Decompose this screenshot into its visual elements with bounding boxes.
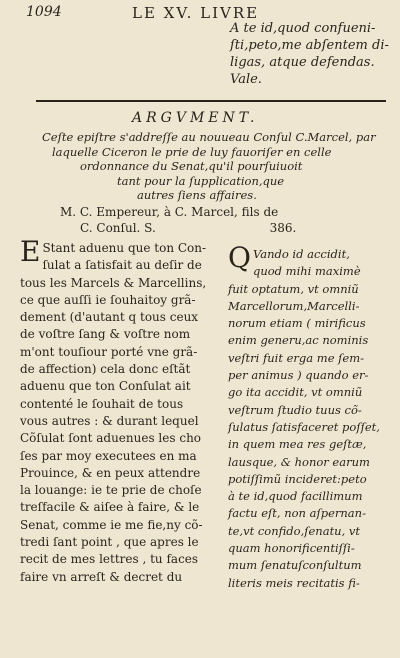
text-line: A te id,quod confueni- bbox=[230, 21, 376, 36]
text-line: quam honorificentiſſi- bbox=[228, 541, 355, 556]
text-line: mum ſenatuſconſultum bbox=[228, 558, 362, 573]
text-line: Marcellorum,Marcelli- bbox=[228, 298, 360, 313]
text-line: de affection) cela donc eſtãt bbox=[20, 362, 191, 377]
text-line: ſulat a ſatisfait au deſir de bbox=[42, 258, 202, 273]
text-line: Ceſte epiſtre s'addreſſe au nouueau Conſul C.Marcel, par bbox=[42, 130, 376, 144]
text-line: laquelle Ciceron le prie de luy fauoriſer en celle bbox=[52, 144, 332, 159]
text-line: tous les Marcels & Marcellins, bbox=[20, 275, 207, 290]
text-line: fuit optatum, vt omniũ bbox=[228, 281, 359, 296]
text-line: veſtrum ſtudio tuus cõ- bbox=[228, 402, 362, 417]
text-line: treſfacile & aiſee à faire, & le bbox=[20, 500, 200, 515]
latin-column bbox=[228, 241, 393, 592]
text-line: ſulatus ſatisfaceret poſſet, bbox=[228, 419, 380, 434]
salutation-line: M. C. Empereur, à C. Marcel, fils de bbox=[60, 205, 279, 219]
text-line: quod mihi maximè bbox=[252, 264, 361, 279]
section-number: 386. bbox=[269, 221, 297, 235]
text-line: contenté le ſouhait de tous bbox=[20, 396, 184, 411]
text-line: à te id,quod facillimum bbox=[228, 489, 363, 504]
running-title: LE XV. LIVRE bbox=[132, 4, 260, 22]
text-line: Prouince, & en peux attendre bbox=[20, 465, 201, 480]
text-line: ordonnance du Senat,qu'il pourſuiuoit bbox=[80, 159, 303, 173]
text-line: Cõſulat ſont aduenues les cho bbox=[20, 431, 202, 446]
text-line: potiſſimũ incideret:peto bbox=[228, 471, 367, 486]
text-line: Vale. bbox=[230, 72, 262, 87]
argument-title: ARGVMENT. bbox=[132, 110, 259, 126]
salutation-line-2 bbox=[60, 220, 380, 236]
salutation bbox=[60, 204, 380, 236]
text-line: la louange: ie te prie de choſe bbox=[20, 483, 202, 498]
text-line: per animus ) quando er- bbox=[228, 368, 369, 383]
argument-text bbox=[42, 130, 387, 203]
text-line: de voſtre ſang & voſtre nom bbox=[20, 327, 191, 342]
text-line: Senat, comme ie me fie,ny cõ- bbox=[20, 517, 203, 532]
french-column bbox=[20, 235, 225, 586]
text-line: aduenu que ton Conſulat ait bbox=[20, 379, 191, 394]
text-line: lausque, & honor earum bbox=[228, 454, 370, 469]
page-number: 1094 bbox=[26, 4, 62, 20]
text-line: tant pour la ſupplication,que bbox=[117, 173, 285, 188]
text-line: dement (d'autant q tous ceux bbox=[20, 310, 199, 325]
text-line: ſti,peto,me abſentem di- bbox=[230, 38, 389, 53]
horizontal-rule bbox=[36, 100, 386, 102]
text-line: norum etiam ( mirificus bbox=[228, 316, 366, 331]
closing-latin-text bbox=[230, 20, 390, 88]
text-line: ligas, atque defendas. bbox=[230, 55, 375, 70]
text-line: m'ont touſiour porté vne grã- bbox=[20, 344, 198, 359]
text-line: go ita accidit, vt omniũ bbox=[228, 385, 363, 400]
text-line: vous autres : & durant lequel bbox=[20, 413, 199, 428]
drop-cap: Q bbox=[228, 241, 251, 274]
text-line: faire vn arreſt & decret du bbox=[20, 569, 183, 584]
text-line: autres ſiens affaires. bbox=[137, 188, 257, 202]
text-line: literis meis recitatis fi- bbox=[228, 575, 360, 590]
text-line: recit de mes lettres , tu faces bbox=[20, 552, 199, 567]
text-line: te,vt confido,ſenatu, vt bbox=[228, 523, 361, 538]
text-line: tredi ſant point , que apres le bbox=[20, 535, 199, 550]
text-line: ce que auſſi ie ſouhaitoy grã- bbox=[20, 292, 196, 307]
text-line: ſes par moy executees en ma bbox=[20, 448, 197, 463]
text-line: enim generu,ac nominis bbox=[228, 333, 369, 348]
first-line-text: Vando id accidit, bbox=[252, 247, 350, 261]
first-line-text: Stant aduenu que ton Con- bbox=[42, 241, 207, 255]
drop-cap: E bbox=[20, 235, 41, 268]
text-line: factu eſt, non aſpernan- bbox=[228, 506, 366, 521]
salutation-text: C. Conſul. S. bbox=[80, 221, 156, 235]
text-line: in quem mea res geſtæ, bbox=[228, 437, 367, 452]
text-line: veſtri fuit erga me ſem- bbox=[228, 350, 365, 365]
